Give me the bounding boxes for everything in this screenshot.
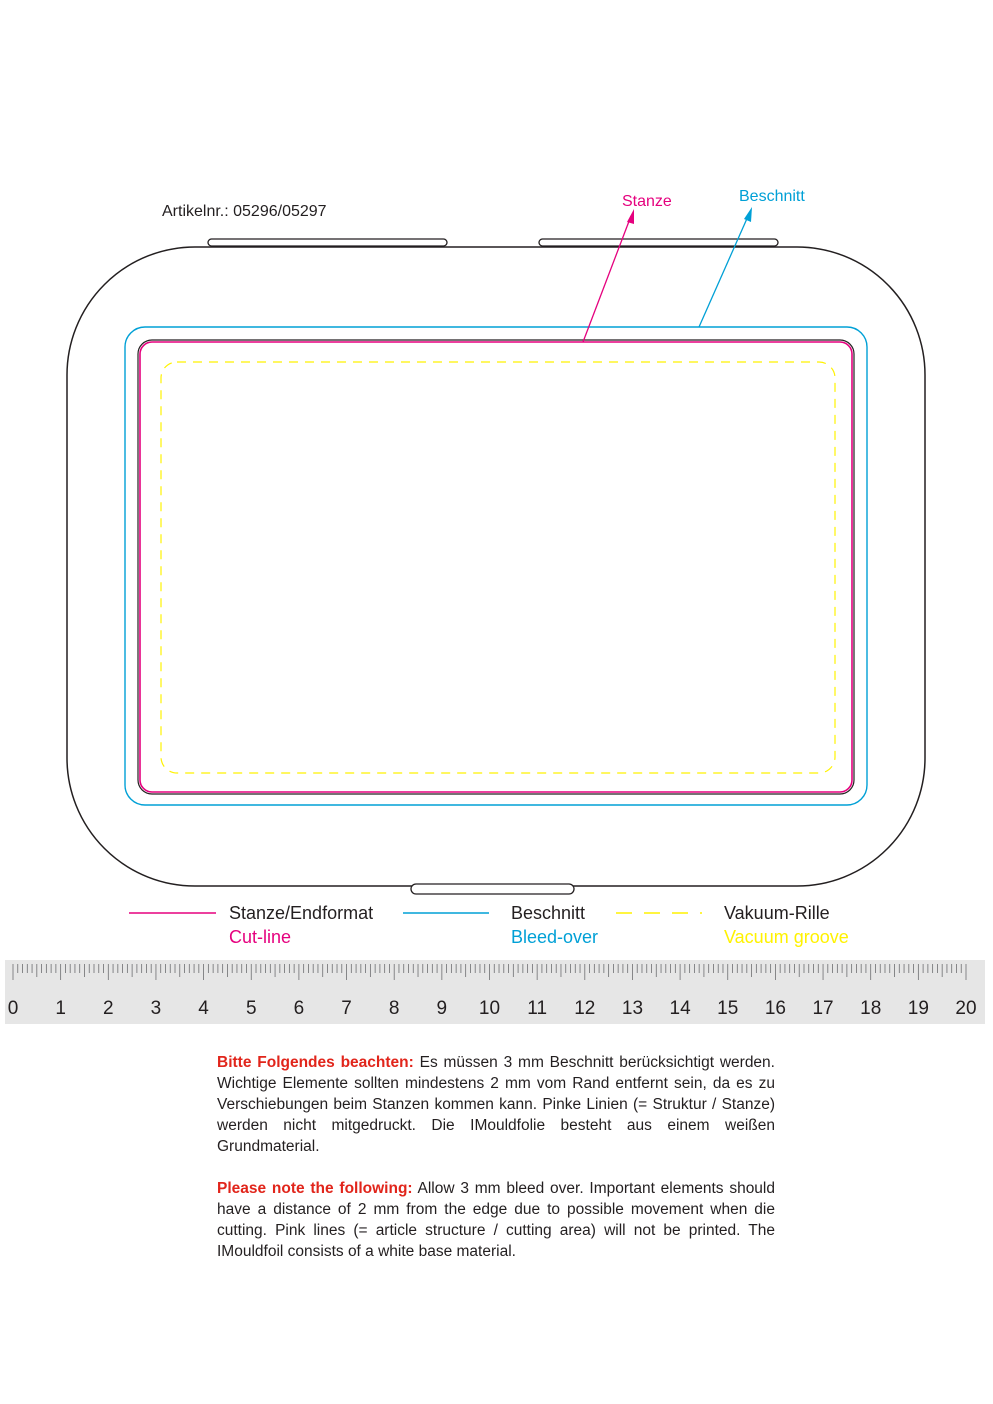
legend-bleed-subtitle: Bleed-over	[511, 927, 599, 947]
vacuum-groove	[161, 362, 835, 773]
legend-vacuum-title: Vakuum-Rille	[724, 903, 830, 923]
beschnitt-callout-label: Beschnitt	[739, 188, 805, 205]
article-number: Artikelnr.: 05296/05297	[162, 203, 327, 220]
legend-cut-line-subtitle: Cut-line	[229, 927, 292, 947]
legend-bleed-title: Beschnitt	[511, 903, 586, 923]
ruler-label: 12	[574, 998, 596, 1019]
ruler-label: 7	[341, 998, 352, 1019]
note-english-heading: Please note the following:	[217, 1180, 413, 1197]
ruler-label: 20	[955, 998, 977, 1019]
latch-tab-bottom	[411, 884, 574, 894]
stanze-arrowhead-icon	[627, 209, 634, 224]
ruler-label: 2	[103, 998, 114, 1019]
ruler-label: 17	[812, 998, 834, 1019]
legend-vacuum-subtitle: Vacuum groove	[724, 927, 849, 947]
latch-tab-top-left	[208, 239, 447, 246]
stanze-callout-label: Stanze	[622, 193, 672, 210]
ruler-label: 1	[55, 998, 66, 1019]
latch-tab-top-right	[539, 239, 778, 246]
legend-cut-line-title: Stanze/Endformat	[229, 903, 374, 923]
legend-cut-line	[229, 901, 373, 949]
box-outline	[67, 247, 925, 886]
legend-vacuum	[724, 901, 849, 949]
ruler-label: 14	[669, 998, 691, 1019]
ruler-label: 18	[860, 998, 882, 1019]
ruler-label: 13	[621, 998, 644, 1019]
ruler-label: 10	[478, 998, 501, 1019]
ruler-label: 16	[764, 998, 786, 1019]
ruler-label: 4	[198, 998, 209, 1019]
ruler-label: 15	[717, 998, 739, 1019]
note-german	[217, 1052, 775, 1157]
note-english	[217, 1178, 775, 1262]
note-german-body: Es müssen 3 mm Beschnitt berücksichtigt werden. Wichtige Elemente sollten mindestens 2 mm vom Rand entfernt sein, da es zu Verschiebungen beim Stanzen kommen kann. Pinke Linien (= Struktur / Stanze) werden nicht mitgedruckt. Die IMouldfolie besteht aus einem weißen Grundmaterial.	[217, 1054, 775, 1155]
note-german-heading: Bitte Folgendes beachten:	[217, 1054, 414, 1071]
cut-line-outer	[138, 340, 854, 794]
ruler-scale	[5, 960, 985, 1024]
ruler	[5, 960, 985, 1024]
note-english-body: Allow 3 mm bleed over. Important elements should have a distance of 2 mm from the edge due to possible movement when die cutting. Pink lines (= article structure / cutting area) will not be printed. The IMouldfoil consists of a white base material.	[217, 1180, 775, 1260]
stanze-callout-line	[583, 216, 631, 342]
ruler-label: 5	[245, 998, 257, 1019]
ruler-label: 19	[907, 998, 929, 1019]
legend-bleed	[511, 901, 598, 949]
cut-line	[140, 342, 852, 792]
bleed-line	[125, 327, 867, 805]
ruler-label: 8	[388, 998, 400, 1019]
ruler-label: 11	[527, 998, 548, 1019]
beschnitt-callout-line	[699, 214, 749, 327]
notes	[217, 1052, 775, 1283]
beschnitt-arrowhead-icon	[744, 207, 752, 222]
ruler-label: 9	[436, 998, 448, 1019]
ruler-label: 0	[7, 998, 19, 1019]
ruler-label: 6	[293, 998, 305, 1019]
ruler-label: 3	[150, 998, 162, 1019]
